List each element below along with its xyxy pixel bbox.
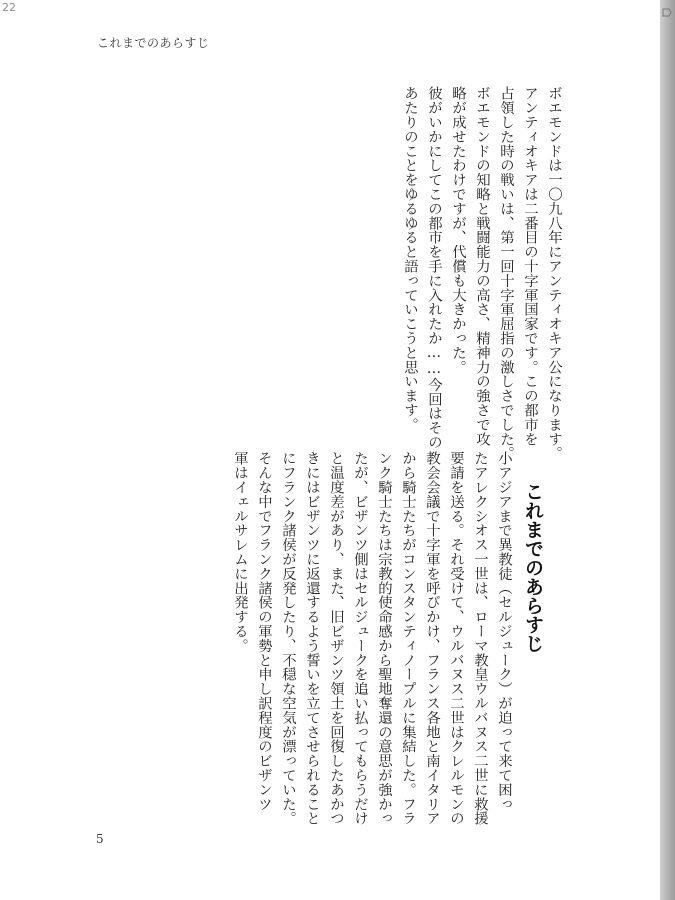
running-head: これまでのあらすじ: [97, 36, 210, 50]
text-line: あたりのことをゆるゆると語っていこうと思います。: [402, 86, 418, 432]
text-line: 彼がいかにしてこの都市を手に入れたか……今回はその: [426, 86, 442, 450]
text-line: 小アジアまで異教徒（セルジューク）が迫って来て困っ: [496, 451, 512, 811]
text-line: 教会会議で十字軍を呼びかけ、フランス各地と南イタリア: [424, 451, 440, 826]
text-line: 要請を送る。それ受けて、ウルバヌス二世はクレルモンの: [448, 451, 464, 826]
summary-heading: これまでのあらすじ: [522, 482, 544, 653]
text-line: ボエモンドは一〇九八年にアンティオキア公になります。: [546, 86, 562, 461]
page-indicator: 22: [2, 1, 16, 14]
text-line: たアレクシオス一世は、ローマ教皇ウルバヌス二世に救援: [472, 451, 488, 826]
text-line: きにはビザンツに返還するよう誓いを立てさせられること: [304, 451, 320, 826]
page-edge: [660, 0, 675, 900]
text-line: ンク騎士たちは宗教的使命感から聖地奪還の意思が強かっ: [376, 451, 392, 826]
text-line: そんな中でフランク諸侯の軍勢と申し訳程度のビザンツ: [256, 451, 272, 811]
text-line: たが、ビザンツ側はセルジュークを追い払ってもらうだけ: [352, 451, 368, 826]
text-line: ボエモンドの知略と戦闘能力の高さ、精神力の強さで攻: [474, 86, 490, 446]
bookmark-icon[interactable]: [662, 2, 672, 11]
intro-text-block: [398, 86, 566, 461]
text-line: 略が成せたわけですが、代償も大きかった。: [450, 86, 466, 374]
text-line: と温度差があり、また、旧ビザンツ領土を回復したあかつ: [328, 451, 344, 826]
page-number: 5: [96, 832, 104, 846]
text-line: 軍はイェルサレムに出発する。: [232, 451, 248, 653]
text-line: にフランク諸侯が反発したり、不穏な空気が漂っていた。: [280, 451, 296, 826]
summary-text-block: [228, 451, 516, 826]
text-line: 占領した時の戦いは、第一回十字軍屈指の激しさでした。: [498, 86, 514, 461]
text-line: から騎士たちがコンスタンティノープルに集結した。フラ: [400, 451, 416, 826]
text-line: アンティオキアは二番目の十字軍国家です。この都市を: [522, 86, 538, 446]
